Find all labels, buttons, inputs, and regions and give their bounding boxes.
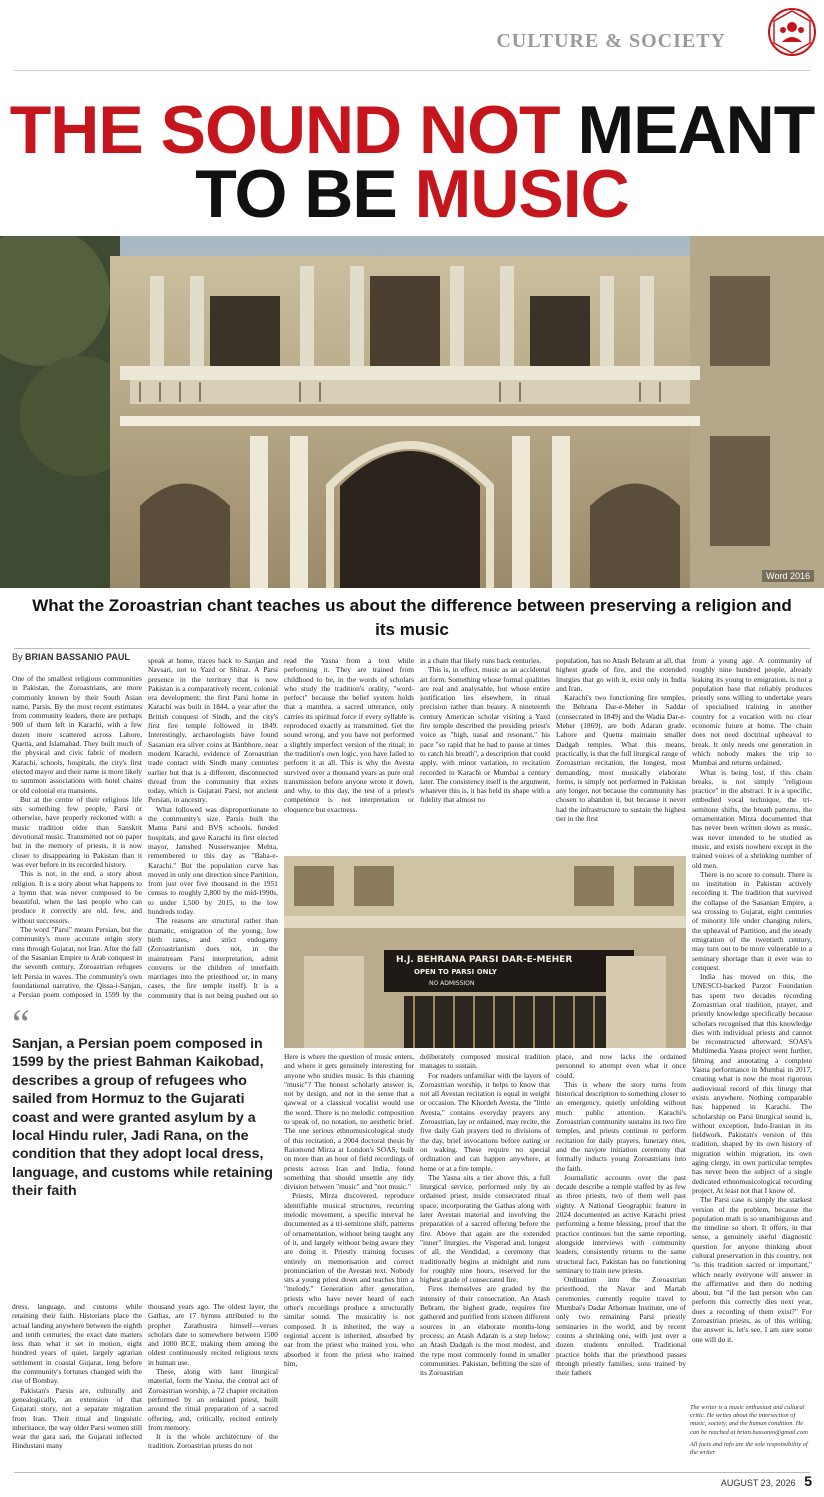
column-3-continued xyxy=(284,1052,414,1480)
paragraph: For readers unfamiliar with the layers of Zoroastrian worship, it helps to know that not all Avestan recitation is equal in weight or occasion. The Khordeh Avesta, the "little Avesta," contains everyday prayers any Zoroastrian, lay or ordained, may recite, the five daily Gah prayers tied to divisions of the day, brief invocations before eating or on waking. These require no special ordination and can happen anywhere, at home or at a fire temple. xyxy=(420,1070,550,1173)
paragraph: What is being lost, if this chain breaks, is not simply "religious practice" in the abstract. It is a specific, embodied vocal technique, the tri-semitone shifts, the breath patterns, the ornamentation Mirza documented that has never been written down as music, was never intended to be studied as music, and exists nowhere except in the trained voices of a shrinking number of old men. xyxy=(692,767,812,870)
paragraph: dress, language, and customs while retaining their faith. Historians place the actual landing anywhere between the eighth and tenth centuries; the exact date matters less than what it set in motion, eight hundred years of quiet, largely agrarian settlement in coastal Gujarat, long before the community's fortunes changed with the rise of Bombay. xyxy=(12,1302,142,1386)
headline-red-part-2: MUSIC xyxy=(414,156,629,232)
article-deck: What the Zoroastrian chant teaches us about the difference between preserving a religion and its music xyxy=(32,596,792,639)
paragraph: The Yasna sits a tier above this, a full liturgical service, performed only by an ordained priest, inside consecrated ritual space, incorporating the Gathas along with later Avestan material and involving the preparation of a sacred offering before the fire. Above that again are the extended "inner" liturgies, the Visperad and, longest of all, the Vendidad, a ceremony that traditionally begins at midnight and runs for roughly nine hours, reserved for the highest grade of consecrated fire. xyxy=(420,1172,550,1285)
paragraph: speak at home, traces back to Sanjan and Navsari, not to Yazd or Shiraz. A Parsi presence in the territory that is now Pakistan is a comparatively recent, colonial era development; the first Parsi home in Karachi was built in 1844, a year after the British conquest of Sindh, and the city's first fire temple followed in 1849. Interestingly, archaeologists have found Sasanian era silver coins at Banbhore, near modern Karachi, evidence of Zoroastrian trade contact with Sindh many centuries earlier but that is a different, disconnected thread from the community that exists today, which is Gujarati Parsi, not ancient Persian, in ancestry. xyxy=(148,656,278,805)
paragraph: thousand years ago. The oldest layer, the Gathas, are 17 hymns attributed to the prophet Zarathustra himself—verses scholars date to somewhere between 1500 and 1000 BCE, making them among the oldest continuously recited religious texts in human use. xyxy=(148,1302,278,1367)
column-6 xyxy=(692,656,812,1400)
headline-black-part-2: TO BE xyxy=(195,156,397,232)
column-5-continued xyxy=(556,1052,686,1480)
paragraph: population, has no Atash Behram at all, that highest grade of fire, and the extended liturgies that go with it, exist only in India and Iran. xyxy=(556,656,686,693)
column-1-continued xyxy=(12,1302,142,1480)
sign-line-2: OPEN TO PARSI ONLY xyxy=(414,968,497,976)
paragraph: Pakistan's Parsis are, culturally and genealogically, an extension of that Gujarati story, not a separate migration from Iran. Their ritual and linguistic inheritance, the way older Parsi women still wear the gara sari, the Gujarati inflected Hindustani many xyxy=(12,1385,142,1451)
pull-quote: Sanjan, a Persian poem composed in 1599 by the priest Bahman Kaikobad, describes a group of refugees who sailed from Hormuz to the Gujarati coast and were granted asylum by a local Hindu ruler, Jadi Rana, on the condition that they adopt local dress, language, and customs while retaining their faith xyxy=(12,1036,273,1200)
column-4-continued xyxy=(420,1052,550,1480)
paragraph: read the Yasna from a text while performing it. They are trained from childhood to be, in the words of scholars who study the tradition's orality, "word-perfect" because the belief system holds that a manthra, a sacred utterance, only carries its spiritual force if every syllable is reproduced exactly as transmitted. Get the sound wrong, and you have not performed a slightly imperfect version of the ritual; in the tradition's own logic, you have failed to perform it at all. This is why the Avesta survived over a thousand years as pure oral transmission before anyone wrote it down, and why, to this day, the test of a priest's competence is not interpretation or eloquence but exactness. xyxy=(284,656,414,814)
column-2 xyxy=(148,656,278,1000)
paragraph: This is where the story turns from historical description to something closer to an emergency, quietly unfolding without much public attention. Karachi's Zoroastrian community sustains its two fire temples, and priests continue to perform recitation for daily prayers, funerary rites, and the navjote initiation ceremony that formally inducts young Zoroastrians into the faith. xyxy=(556,1079,686,1173)
byline-prefix: By xyxy=(12,652,23,662)
paragraph: The word "Parsi" means Persian, but the community's more accurate origin story runs through Gujarat, not Iran. After the fall of the Sasanian Empire to Arab conquest in the seventh century, Zoroastrian refugees left Persia in waves. The community's own foundational narrative, the Qissa-i-Sanjan, a Persian poem composed in 1599 by the xyxy=(12,925,142,1000)
headline-line-2 xyxy=(0,156,824,232)
paragraph: These, along with later liturgical material, form the Yasna, the central act of Zoroastrian worship, a 72 chapter recitation performed by an ordained priest, built around the ritual preparation of a sacred offering, and, critically, recited entirely from memory. xyxy=(148,1367,278,1432)
column-2-continued xyxy=(148,1302,278,1480)
paragraph: Journalistic accounts over the past decade describe a temple staffed by as few as three priests, two of them well past eighty. A National Geographic feature in 2024 documented an active Karachi priest performing a home blessing, proof that the practice continues but the same reporting, alongside interviews with community leaders, consistently returns to the same structural fact, Pakistan has no functioning seminary to train new priests. xyxy=(556,1172,686,1275)
paragraph: This is, in effect, music as an accidental art form. Something whose formal qualities are real and analysable, but whose entire justification lies elsewhere, in ritual precision rather than beauty. A nineteenth century American scholar visiting a Yazd fire temple described the presiding priest's voice as "high, nasal and resonant," his pace "so rapid that he had to pause at times to catch his breath", a description that could apply, with minor variation, to recitation recorded in Karachi or Mumbai a century later. The consistency itself is the argument, whatever this is, it has held its shape with a fidelity that almost no xyxy=(420,665,550,805)
headline-black-part: MEANT xyxy=(577,92,815,168)
paragraph: Ordination into the Zoroastrian priesthood, the Navar and Martab ceremonies currently require travel to Mumbai's Dadar Athornan Institute, one of only two remaining Parsi priestly seminaries in the world, and by recent counts a shrinking one, with just over a dozen students enrolled. Traditional practice holds that the priesthood passes through priestly families, sons trained by their fathers xyxy=(556,1275,686,1378)
headline-line-1 xyxy=(0,92,824,168)
deck-rule xyxy=(14,648,810,649)
author-disclaimer: All facts and info are the sole responsibility of the writer xyxy=(690,1440,808,1457)
paragraph: Priests, Mirza discovered, reproduce identifiable musical structures, recurring melodic movement, a specific interval he documented as a tri-semitone shift, patterns of ornamentation, without being taught any of it, and largely without being aware they are doing it. Priestly training focuses entirely on memorisation and correct pronunciation of the Avestan text. Nobody sits a young priest down and teaches him a "melody." Generation after generation, priests who have never heard of each other's recordings produce a structurally similar sound. The musicality is not composed. It is inherited, the way a regional accent is inherited, absorbed by ear from the priest who trained you, who absorbed it from the priest who trained him, xyxy=(284,1191,414,1368)
community-logo-icon xyxy=(766,6,818,58)
paragraph: place, and now lacks the ordained personnel to attempt even what it once could. xyxy=(556,1052,686,1080)
paragraph: The Parsi case is simply the starkest version of the problem, because the population math is so unambiguous and the timeline so short. It offers, in that sense, a genuinely useful diagnostic question for anyone thinking about cultural preservation in this country, not "is this tradition sacred or important," which nearly everyone will answer in the affirmative and then do nothing about, but "if the last person who can perform this correctly dies next year, does a recording of them exist?" For Zoroastrian priests, as of this writing, the answer is, let's see, I am sure some one will do it. xyxy=(692,1195,812,1344)
paragraph: One of the smallest religious communities in Pakistan, the Zoroastrians, are more commonly known by their South Asian name, Parsis. By the most recent estimates from community leaders, there are perhaps 900 of them left in Karachi, with a few dozen more scattered across Lahore, Quetta, and Islamabad. They built much of the physical and civic fabric of modern Karachi, schools, hospitals, the city's first elected mayor and their name is more likely to summon associations with hotel chains or old colonial era mansions. xyxy=(12,674,142,795)
photo-credit: Word 2016 xyxy=(762,570,814,582)
paragraph: The reasons are structural rather than dramatic, emigration of the young, low birth rates, and strict endogamy (Zoroastrianism does not, in the mainstream Parsi interpretation, admit converts or the children of interfaith marriages into the priesthood or, in many cases, the fire temple itself). It is a community that is not being pushed out so xyxy=(148,916,278,1000)
author-note xyxy=(690,1404,812,1457)
section-label: CULTURE & SOCIETY xyxy=(496,30,726,52)
column-5 xyxy=(556,656,686,852)
folio xyxy=(721,1473,812,1489)
paragraph: deliberately composed musical tradition manages to sustain. xyxy=(420,1052,550,1071)
author-bio: The writer is a music enthusiast and cultural critic. He writes about the intersection of music, society, and the human condition. He can be reached at brian.bassanio@gmail.com xyxy=(690,1404,808,1436)
paragraph: Here is where the question of music enters, and where it gets genuinely interesting for anyone who studies music. Is this chanting "music"? The honest scholarly answer is, not by design, and not in the sense that a qawwal or a classical vocalist would use the word. There is no melodic composition to speak of, no notation, no aesthetic brief. The one serious ethnomusicological study of this recitation, a 2004 doctoral thesis by Raiomond Mirza at London's SOAS, built on more than an hour of field recordings of priests across Iran and India, found something that should unsettle any tidy division between "music" and "not music." xyxy=(284,1052,414,1192)
folio-date: AUGUST 23, 2026 xyxy=(720,1478,796,1488)
byline xyxy=(12,652,130,662)
paragraph: It is the whole architecture of the tradition. Zoroastrian priests do not xyxy=(148,1432,278,1451)
header-rule xyxy=(14,70,810,71)
headline-red-part: THE SOUND NOT xyxy=(9,92,560,168)
column-3 xyxy=(284,656,414,852)
paragraph: There is no score to consult. There is no institution in Pakistan actively recording it. The tradition that survived the collapse of the Sasanian Empire, a sea crossing to Gujarat, eight centuries of minority life under changing rulers, the upheaval of Partition, and the steady emigration of the twentieth century, may turn out to be more vulnerable to a seminary shortage than it ever was to conquest. xyxy=(692,869,812,972)
page-number: 5 xyxy=(804,1473,812,1489)
paragraph: Karachi's two functioning fire temples, the Behrana Dar-e-Meher in Saddar (consecrated in 1849) and the Wadia Dar-e-Meher (1869), are both Adaran grade. Lahore and Quetta maintain smaller Dadgah temples. What this means, practically, is that the full liturgical range of Zoroastrian recitation, the longest, most demanding, most musically elaborate forms, is simply not performed in Pakistan any longer, not because the community has chosen to abandon it, but because it never had the infrastructure to sustain the highest tier in the first xyxy=(556,693,686,824)
hero-photo xyxy=(0,236,824,588)
quote-mark-icon: “ xyxy=(12,1001,30,1046)
paragraph: India has moved on this, the UNESCO-backed Parzor Foundation has spent two decades recording Zoroastrian oral tradition, prayer, and priestly knowledge specifically because scholars recognised that this knowledge dies with individual priests and cannot be reconstructed afterward. SOAS's Multimedia Yasna project went further, filming and annotating a complete Yasna performance in Mumbai in 2017, creating what is now the most rigorous audiovisual record of this liturgy that exists anywhere. Nothing comparable has happened in Karachi. The scholarship on Parsi liturgical sound is, without exception, Indo-Iranian in its fieldwork. Pakistan's version of this tradition, shaped by its own history of migration within migration, its own aging clergy, its own particular temples has never been the subject of a single dedicated ethnomusicological recording project. At least not that I know of. xyxy=(692,972,812,1195)
footer-rule xyxy=(14,1472,810,1473)
sign-line-1: H.J. BEHRANA PARSI DAR-E-MEHER xyxy=(396,955,573,965)
fire-temple-photo xyxy=(284,856,686,1048)
paragraph: in a chain that likely runs back centuries. xyxy=(420,656,542,665)
paragraph: from a young age. A community of roughly nine hundred people, already leaking its young to emigration, is not a population base that reliably produces priestly sons willing to undertake years of specialised training in another country for a vocation with no clear economic future at home. The chain does not need doctrinal upheaval to break. It only needs one generation in which nobody makes the trip to Mumbai and returns ordained. xyxy=(692,656,812,768)
paragraph: What followed was disproportionate to the community's size. Parsis built the Mama Parsi and BVS schools, funded hospitals, and gave Karachi its first elected mayor, Jamshed Nusserwanjee Mehta, remembered to this day as "Baba-e-Karachi." But the population curve has moved in only one direction since Partition, from just over five thousand in the 1951 census to roughly 2,800 by the mid-1990s, to under 1,500 by 2015, to the low hundreds today. xyxy=(148,804,278,917)
byline-author: BRIAN BASSANIO PAUL xyxy=(25,652,130,662)
paragraph: This is not, in the end, a story about religion. It is a story about what happens to a hymn that was never composed to be beautiful, when the last people who can produce it correctly are old, few, and without successors. xyxy=(12,869,142,925)
column-1 xyxy=(12,674,142,1000)
paragraph: But at the centre of their religious life sits something few people, Parsi or otherwise, have properly reckoned with: a music tradition older than Sanskrit devotional music. Transmitted not on paper but in the memory of priests, it is now closer to disappearing in Pakistan than it was ever before in its recorded history. xyxy=(12,794,142,869)
column-4 xyxy=(420,656,550,852)
sign-line-3: NO ADMISSION xyxy=(429,980,475,987)
paragraph: Fires themselves are graded by the intensity of their consecration. An Atash Behram, the highest grade, requires fire gathered and purified from sixteen different sources in an elaborate months-long process; an Atash Adaran is a step below; an Atash Dadgah is the most modest, and the type most commonly found in smaller communities. Pakistan, befitting the size of its Zoroastrian xyxy=(420,1284,550,1378)
